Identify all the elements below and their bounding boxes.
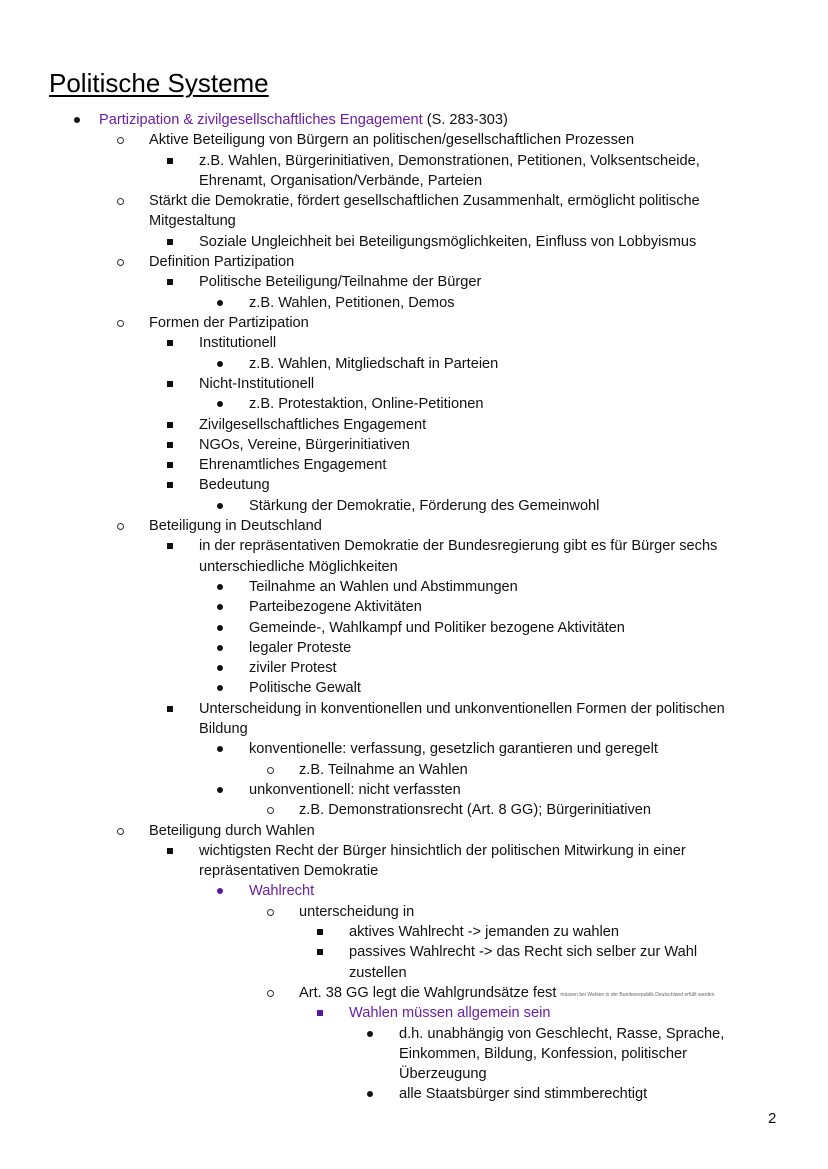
disc-bullet-icon <box>210 658 230 671</box>
square-bullet-icon <box>310 1003 330 1016</box>
disc-bullet-icon <box>67 110 87 123</box>
list-item-text: Politische Gewalt <box>249 680 361 697</box>
list-item-text: d.h. unabhängig von Geschlecht, Rasse, Sprache, <box>399 1025 725 1042</box>
list-item-text: Stärkt die Demokratie, fördert gesellschaftlichen Zusammenhalt, ermöglicht politische <box>149 193 700 210</box>
list-item-text: Wahlen müssen allgemein sein <box>349 1005 551 1022</box>
square-bullet-icon <box>160 415 180 428</box>
square-bullet-icon <box>160 475 180 488</box>
list-item-continuation: Mitgestaltung <box>149 213 236 230</box>
list-item-text: Definition Partizipation <box>149 254 295 271</box>
circle-bullet-icon <box>260 760 280 774</box>
page-number: 2 <box>768 1110 777 1127</box>
list-item-text: Formen der Partizipation <box>149 315 309 331</box>
square-bullet-icon <box>160 435 180 448</box>
list-item-text: konventionelle: verfassung, gesetzlich garantieren und geregelt <box>249 741 658 758</box>
square-bullet-icon <box>160 232 180 245</box>
square-bullet-icon <box>160 536 180 549</box>
list-item-continuation: unterschiedliche Möglichkeiten <box>199 558 398 575</box>
disc-bullet-icon <box>210 577 230 590</box>
circle-bullet-icon <box>260 983 280 997</box>
list-item-text: ziviler Protest <box>249 660 337 677</box>
disc-bullet-icon <box>210 780 230 793</box>
list-item-text: z.B. Wahlen, Mitgliedschaft in Parteien <box>249 355 499 372</box>
disc-bullet-icon <box>210 354 230 367</box>
list-item-text: Bedeutung <box>199 477 270 494</box>
list-item-text: Politische Beteiligung/Teilnahme der Bürger <box>199 274 482 291</box>
square-bullet-icon <box>160 699 180 712</box>
square-bullet-icon <box>310 922 330 935</box>
list-item-text: aktives Wahlrecht -> jemanden zu wahlen <box>349 924 619 940</box>
list-item-text: unterscheidung in <box>299 903 415 920</box>
disc-bullet-icon <box>360 1084 380 1097</box>
disc-bullet-icon <box>210 618 230 631</box>
circle-bullet-icon <box>110 313 130 327</box>
list-item-text: NGOs, Vereine, Bürgerinitiativen <box>199 436 410 453</box>
disc-bullet-icon <box>210 597 230 610</box>
circle-bullet-icon <box>110 191 130 205</box>
list-item-continuation: Einkommen, Bildung, Konfession, politischer <box>399 1045 687 1062</box>
list-item-continuation: Ehrenamt, Organisation/Verbände, Parteien <box>199 172 483 189</box>
page-title: Politische Systeme <box>49 68 269 98</box>
list-item-text: Partizipation & zivilgesellschaftliches Engagement <box>99 112 423 128</box>
square-bullet-icon <box>160 455 180 468</box>
list-item-text: Wahlrecht <box>249 883 315 900</box>
disc-bullet-icon <box>210 496 230 509</box>
disc-bullet-icon <box>210 881 230 894</box>
list-item-text: in der repräsentativen Demokratie der Bundesregierung gibt es für Bürger sechs <box>199 538 718 555</box>
circle-bullet-icon <box>260 800 280 814</box>
tiny-note: müssen bei Wahlen in der Bundesrepublik Deutschland erfüllt werden <box>560 991 715 998</box>
circle-bullet-icon <box>110 821 130 835</box>
list-item-text: Zivilgesellschaftliches Engagement <box>199 416 427 433</box>
list-item-text: Aktive Beteiligung von Bürgern an politischen/gesellschaftlichen Prozessen <box>149 132 635 149</box>
list-item-text: Unterscheidung in konventionellen und unkonventionellen Formen der politischen <box>199 700 725 717</box>
list-item-text: Nicht-Institutionell <box>199 375 315 392</box>
list-item-text: unkonventionell: nicht verfassten <box>249 781 461 798</box>
page-range: (S. 283-303) <box>422 112 508 128</box>
disc-bullet-icon <box>210 638 230 651</box>
list-item-text: wichtigsten Recht der Bürger hinsichtlich der politischen Mitwirkung in einer <box>199 842 686 859</box>
list-item-text: z.B. Protestaktion, Online-Petitionen <box>249 396 484 413</box>
disc-bullet-icon <box>210 678 230 691</box>
square-bullet-icon <box>160 333 180 346</box>
circle-bullet-icon <box>110 516 130 530</box>
list-item-continuation: Bildung <box>199 720 248 737</box>
list-item-text: Parteibezogene Aktivitäten <box>249 599 422 616</box>
list-item-continuation: Überzeugung <box>399 1066 487 1083</box>
list-item-text: Institutionell <box>199 335 277 352</box>
list-item-text: Gemeinde-, Wahlkampf und Politiker bezogene Aktivitäten <box>249 619 625 636</box>
list-item-text: legaler Proteste <box>249 639 352 656</box>
disc-bullet-icon <box>210 739 230 752</box>
list-item-continuation: repräsentativen Demokratie <box>199 863 379 880</box>
list-item-text: Beteiligung in Deutschland <box>149 518 322 534</box>
square-bullet-icon <box>160 841 180 854</box>
list-item-text: Ehrenamtliches Engagement <box>199 457 387 474</box>
list-item-text: z.B. Wahlen, Petitionen, Demos <box>249 294 455 311</box>
list-item-text: z.B. Wahlen, Bürgerinitiativen, Demonstrationen, Petitionen, Volksentscheide, <box>199 152 700 169</box>
circle-bullet-icon <box>110 252 130 266</box>
list-item-continuation: zustellen <box>349 964 407 981</box>
disc-bullet-icon <box>210 394 230 407</box>
disc-bullet-icon <box>360 1024 380 1037</box>
list-item-text: z.B. Teilnahme an Wahlen <box>299 761 468 778</box>
list-item-text: Art. 38 GG legt die Wahlgrundsätze fest <box>299 984 557 1001</box>
disc-bullet-icon <box>210 293 230 306</box>
list-item-text: passives Wahlrecht -> das Recht sich selber zur Wahl <box>349 944 698 961</box>
square-bullet-icon <box>160 374 180 387</box>
list-item-text: Teilnahme an Wahlen und Abstimmungen <box>249 578 518 595</box>
square-bullet-icon <box>160 272 180 285</box>
circle-bullet-icon <box>260 902 280 916</box>
list-item-text: Stärkung der Demokratie, Förderung des Gemeinwohl <box>249 497 600 514</box>
list-item-text: z.B. Demonstrationsrecht (Art. 8 GG); Bürgerinitiativen <box>299 802 651 819</box>
square-bullet-icon <box>310 942 330 955</box>
square-bullet-icon <box>160 151 180 164</box>
list-item-text: Soziale Ungleichheit bei Beteiligungsmöglichkeiten, Einfluss von Lobbyismus <box>199 233 697 250</box>
circle-bullet-icon <box>110 130 130 144</box>
list-item-text: alle Staatsbürger sind stimmberechtigt <box>399 1086 648 1103</box>
list-item-text: Beteiligung durch Wahlen <box>149 822 315 839</box>
